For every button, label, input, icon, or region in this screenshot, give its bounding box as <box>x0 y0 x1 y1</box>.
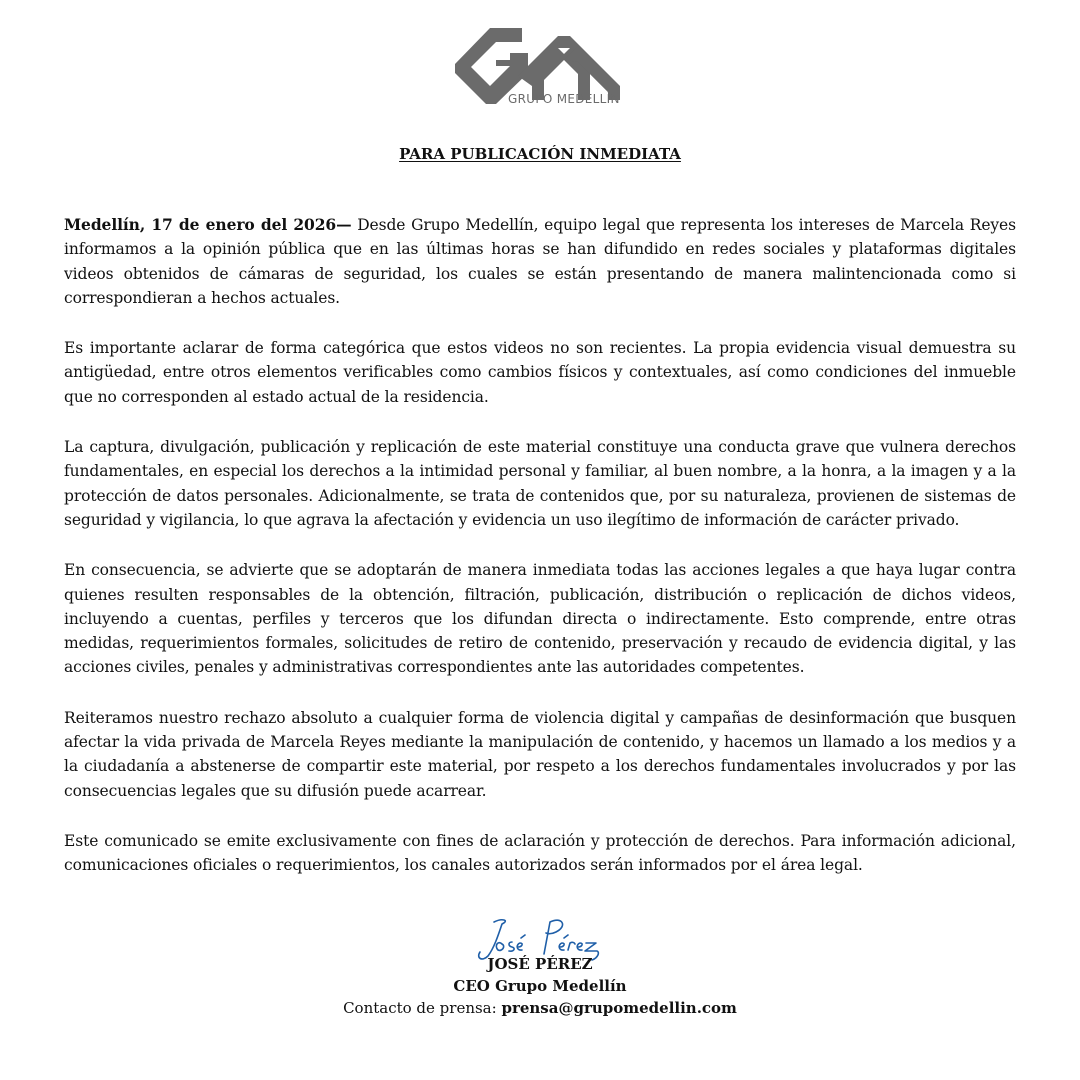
paragraph-1-text: Desde Grupo Medellín, equipo legal que representa los intereses de Marcela Reyes informamos a la opinión pública que en las últimas horas se han difundido en redes sociales y plataformas digitales videos obtenidos de cámaras de seguridad, los cuales se están presentando de manera malintencionada como si correspondieran a hechos actuales. <box>64 216 1016 307</box>
press-contact <box>0 997 1080 1019</box>
press-contact-label: Contacto de prensa: <box>343 999 502 1017</box>
press-release-body <box>64 213 1016 904</box>
signature-block <box>0 953 1080 1019</box>
paragraph-4: En consecuencia, se advierte que se adoptarán de manera inmediata todas las acciones legales a que haya lugar contra quienes resulten responsables de la obtención, filtración, publicación, distribución o replicación de dichos videos, incluyendo a cuentas, perfiles y terceros que los difundan directa o indirectamente. Esto comprende, entre otras medidas, requerimientos formales, solicitudes de retiro de contenido, preservación y recaudo de evidencia digital, y las acciones civiles, penales y administrativas correspondientes ante las autoridades competentes. <box>64 561 1016 677</box>
signer-name: JOSÉ PÉREZ <box>487 955 593 973</box>
paragraph-2: Es importante aclarar de forma categórica que estos videos no son recientes. La propia evidencia visual demuestra su antigüedad, entre otros elementos verificables como cambios físicos y contextuales, así como condiciones del inmueble que no corresponden al estado actual de la residencia. <box>64 339 1016 406</box>
paragraph-5: Reiteramos nuestro rechazo absoluto a cualquier forma de violencia digital y campañas de desinformación que busquen afectar la vida privada de Marcela Reyes mediante la manipulación de contenido, y hacemos un llamado a los medios y a la ciudadanía a abstenerse de compartir este material, por respeto a los derechos fundamentales involucrados y por las consecuencias legales que su difusión puede acarrear. <box>64 708 1016 800</box>
logo-wordmark: GRUPO MEDELLÍN <box>508 92 620 106</box>
paragraph-6: Este comunicado se emite exclusivamente con fines de aclaración y protección de derechos. Para información adicional, comunicaciones oficiales o requerimientos, los canales autorizados serán informados por el área legal. <box>64 831 1016 875</box>
signer-title: CEO Grupo Medellín <box>453 977 627 995</box>
paragraph-1 <box>64 213 1016 310</box>
press-contact-email[interactable]: prensa@grupomedellin.com <box>501 999 737 1017</box>
dateline: Medellín, 17 de enero del 2026— <box>64 215 352 234</box>
headline: PARA PUBLICACIÓN INMEDIATA <box>399 145 681 163</box>
paragraph-3: La captura, divulgación, publicación y replicación de este material constituye una conducta grave que vulnera derechos fundamentales, en especial los derechos a la intimidad personal y familiar, al buen nombre, a la honra, a la imagen y a la protección de datos personales. Adicionalmente, se trata de contenidos que, por su naturaleza, provienen de sistemas de seguridad y vigilancia, lo que agrava la afectación y evidencia un uso ilegítimo de información de carácter privado. <box>64 438 1016 529</box>
